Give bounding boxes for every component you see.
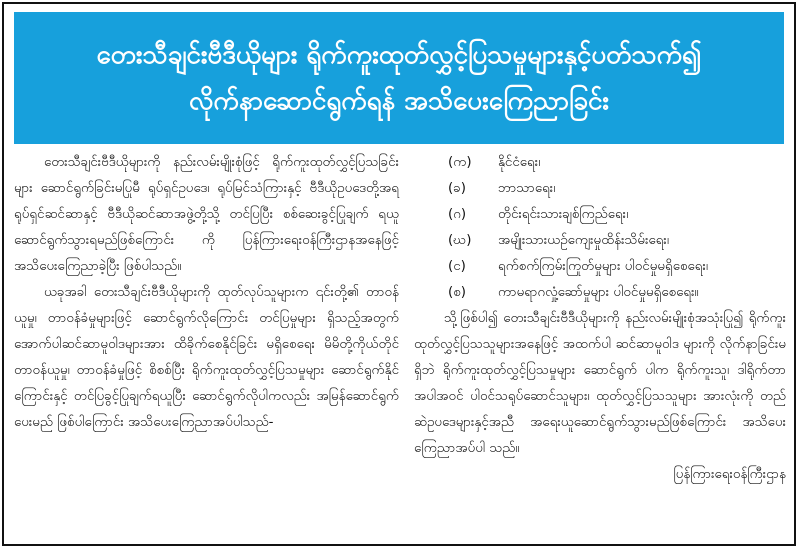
list-item-text: အမျိုးသားယဉ်ကျေးမှုထိန်းသိမ်းရေး၊ xyxy=(498,233,669,248)
list-item xyxy=(414,228,786,254)
title-banner xyxy=(14,12,784,144)
title-line-2: လိုက်နာဆောင်ရွက်ရန် အသိပေးကြေညာခြင်း xyxy=(189,86,609,116)
list-item-text: ဘာသာရေး၊ xyxy=(498,181,556,196)
list-item xyxy=(414,176,786,202)
list-marker: (စ) xyxy=(448,285,466,300)
issuer-signature: ပြန်ကြားရေးဝန်ကြီးဌာန xyxy=(673,467,786,482)
list-item xyxy=(414,254,786,280)
policy-list xyxy=(414,150,786,306)
right-column xyxy=(414,150,786,488)
title-line-1: တေးသီချင်းဗီဒီယိုများ ရိုက်ကူးထုတ်လွှင့်ပြသမှုများနှင့်ပတ်သက်၍ xyxy=(96,40,702,70)
list-marker: (ဃ) xyxy=(448,233,472,248)
paragraph-warning: သို့ဖြစ်ပါ၍ တေးသီချင်းဗီဒီယိုများကို နည်းလမ်းမျိုးစုံအသုံးပြု၍ ရိုက်ကူးထုတ်လွှင့်ပြသသူများအနေဖြင့် အထက်ပါ ဆင်ဆာမူဝါဒ များကို လိုက်နာခြင်းမရှိဘဲ ရိုက်ကူးထုတ်လွှင့်ပြသမှုများ ဆောင်ရွက် ပါက ရိုက်ကူးသူ၊ ဒါရိုက်တာအပါအဝင် ပါဝင်သရုပ်ဆောင်သူများ၊ ထုတ်လွှင့်ပြသသူများ အားလုံးကို တည်ဆဲဥပဒေများနှင့်အညီ အရေးယူဆောင်ရွက်သွားမည်ဖြစ်ကြောင်း အသိပေးကြေညာအပ်ပါ သည်။ xyxy=(414,311,786,456)
list-item-text: ရက်စက်ကြမ်းကြုတ်မှုများ ပါဝင်မှုမရှိစေရေး၊ xyxy=(498,259,708,274)
list-marker: (ခ) xyxy=(448,181,466,196)
list-item xyxy=(414,280,786,306)
list-item-text: တိုင်းရင်းသားချစ်ကြည်ရေး၊ xyxy=(498,207,629,222)
paragraph-intro: တေးသီချင်းဗီဒီယိုများကို နည်းလမ်းမျိုးစုံဖြင့် ရိုက်ကူးထုတ်လွှင့်ပြသခြင်းများ ဆောင်ရွက်ခြင်းမပြုမီ ရုပ်ရှင်ဥပဒေ၊ ရုပ်မြင်သံကြားနှင့် ဗီဒီယိုဥပဒေတို့အရ ရုပ်ရှင်ဆင်ဆာနှင့် ဗီဒီယိုဆင်ဆာအဖွဲ့တို့သို့ တင်ပြပြီး စစ်ဆေးခွင့်ပြုချက် ရယူဆောင်ရွက်သွားရမည်ဖြစ်ကြောင်း ကို ပြန်ကြားရေးဝန်ကြီးဌာနအနေဖြင့် အသိပေးကြေညာခဲ့ပြီး ဖြစ်ပါသည်။ xyxy=(14,155,399,274)
list-item-text: ကာမရာဂလှုံ့ဆော်မှုများ ပါဝင်မှုမရှိစေရေး။ xyxy=(498,285,699,300)
list-marker: (င) xyxy=(448,259,466,274)
list-marker: (ဂ) xyxy=(448,207,467,222)
list-item xyxy=(414,202,786,228)
list-marker: (က) xyxy=(448,155,472,170)
left-column xyxy=(14,150,399,436)
list-item-text: နိုင်ငံရေး၊ xyxy=(498,155,541,170)
list-item xyxy=(414,150,786,176)
paragraph-policy: ယခုအခါ တေးသီချင်းဗီဒီယိုများကို ထုတ်လုပ်သူများက ၎င်းတို့၏ တာဝန်ယူမှု၊ တာဝန်ခံမှုများဖြင့် ဆောင်ရွက်လိုကြောင်း တင်ပြမှုများ ရှိသည့်အတွက် အောက်ပါဆင်ဆာမူဝါဒများအား ထိခိုက်စေနိုင်ခြင်း မရှိစေရေး မိမိတို့ကိုယ်တိုင် တာဝန်ယူမှု၊ တာဝန်ခံမှုဖြင့် စိစစ်ပြီး ရိုက်ကူးထုတ်လွှင့်ပြသမှုများ ဆောင်ရွက်နိုင်ကြောင်းနှင့် တင်ပြခွင့်ပြုချက်ရယူပြီး ဆောင်ရွက်လိုပါကလည်း အမြန်ဆောင်ရွက်ပေးမည် ဖြစ်ပါကြောင်း အသိပေးကြေညာအပ်ပါသည်- xyxy=(14,285,399,430)
